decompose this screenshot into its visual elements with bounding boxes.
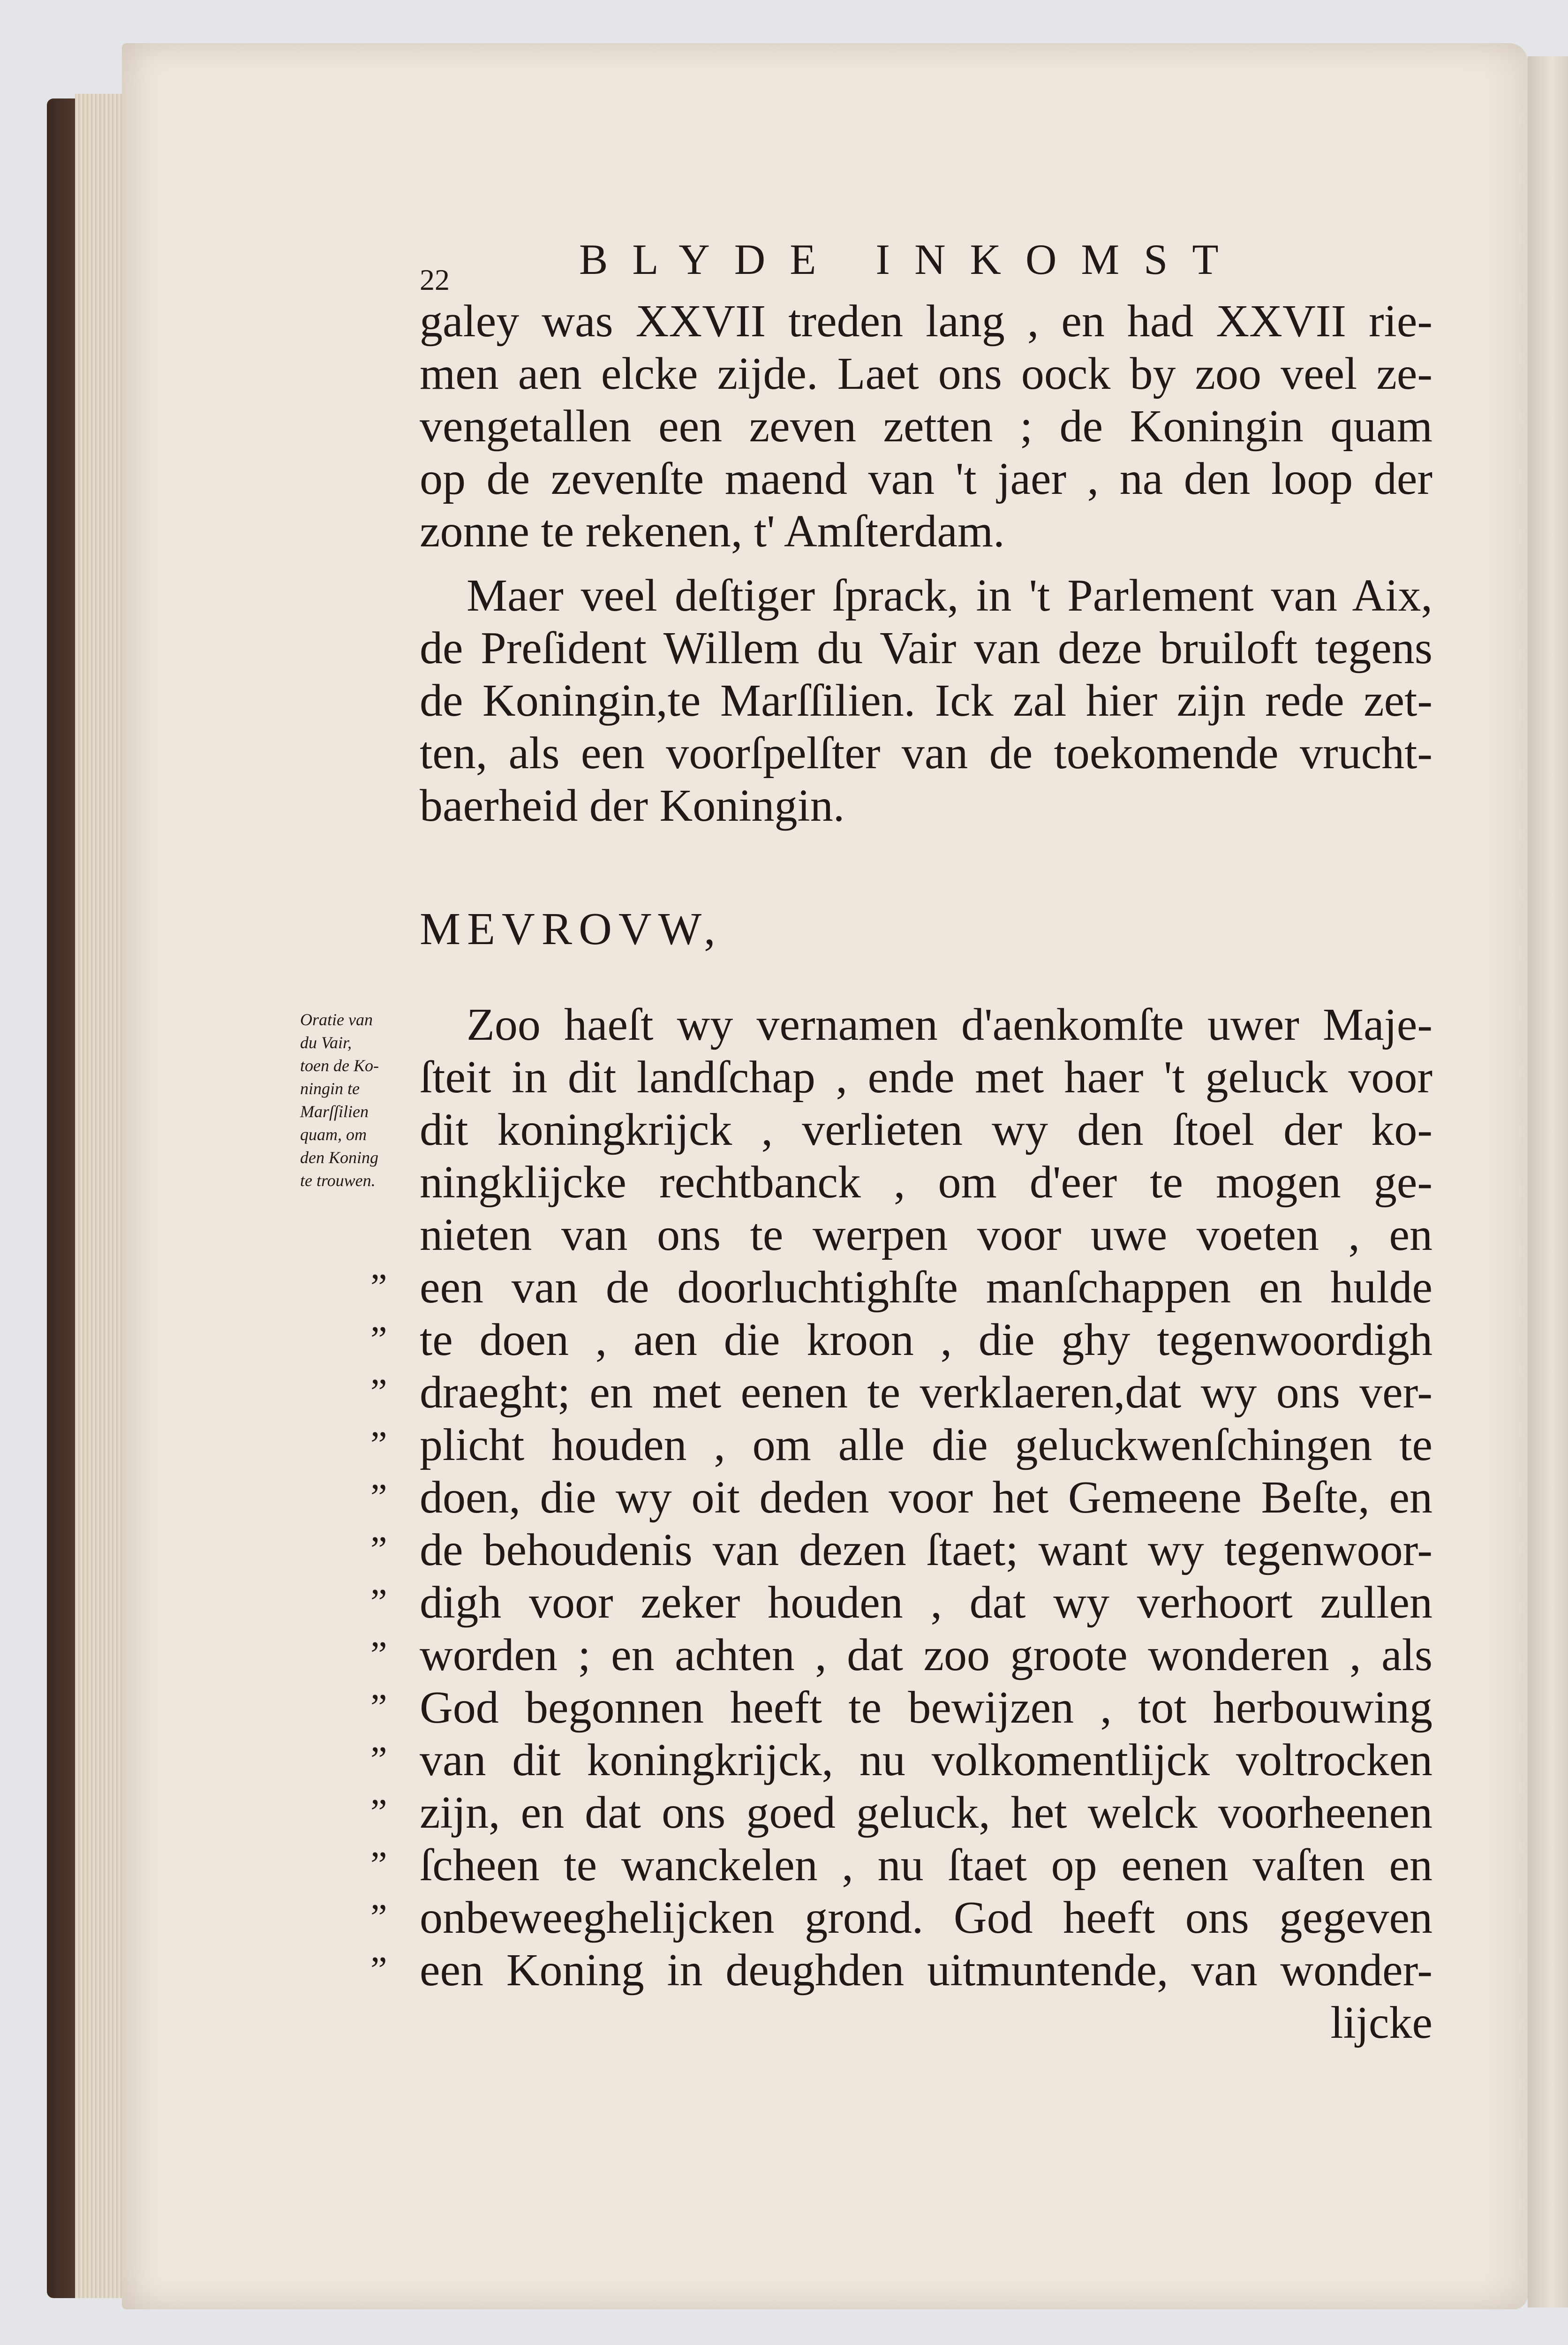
text-line: Maer veel deſtiger ſprack, in 't Parlement van Aix, xyxy=(467,570,1432,621)
quote-mark: ” xyxy=(370,1687,387,1728)
running-head xyxy=(420,234,1432,296)
text-line: galey was XXVII treden lang , en had XXVII rie- xyxy=(420,296,1432,347)
margin-note-line: ningin te xyxy=(300,1079,360,1098)
text-line: nieten van ons te werpen voor uwe voeten , en xyxy=(420,1210,1432,1260)
margin-note-line: te trouwen. xyxy=(300,1171,376,1190)
text-line: God begonnen heeft te bewijzen , tot herbouwing xyxy=(420,1682,1432,1733)
margin-note-line: toen de Ko- xyxy=(300,1056,379,1075)
quote-mark: ” xyxy=(370,1792,387,1833)
margin-note-line: Marſſilien xyxy=(300,1102,369,1121)
text-line: de behoudenis van dezen ſtaet; want wy tegenwoor- xyxy=(420,1525,1432,1575)
text-line: op de zevenſte maend van 't jaer , na den loop der xyxy=(420,454,1432,504)
quote-mark: ” xyxy=(370,1897,387,1938)
quote-mark: ” xyxy=(370,1582,387,1623)
text-line: van dit koningkrijck, nu volkomentlijck voltrocken xyxy=(420,1735,1432,1785)
margin-note-line: du Vair, xyxy=(300,1033,352,1052)
quote-mark: ” xyxy=(370,1319,387,1361)
text-line: plicht houden , om alle die geluckwenſchingen te xyxy=(420,1420,1432,1470)
quote-mark: ” xyxy=(370,1634,387,1676)
facing-page-edge xyxy=(1528,56,1568,2307)
margin-note-line: Oratie van xyxy=(300,1010,373,1029)
text-line: ſteit in dit landſchap , ende met haer 't geluck voor xyxy=(420,1052,1432,1103)
text-line: doen, die wy oit deden voor het Gemeene Beſte, en xyxy=(420,1472,1432,1523)
text-line: dit koningkrijck , verlieten wy den ſtoel der ko- xyxy=(420,1104,1432,1155)
text-line: ſcheen te wanckelen , nu ſtaet op eenen vaſten en xyxy=(420,1840,1432,1891)
text-line: de Preſident Willem du Vair van deze bruiloft tegens xyxy=(420,623,1432,673)
quote-mark: ” xyxy=(370,1477,387,1518)
text-line: te doen , aen die kroon , die ghy tegenwoordigh xyxy=(420,1315,1432,1365)
text-line: baerheid der Koningin. xyxy=(420,780,845,831)
text-line: Zoo haeſt wy vernamen d'aenkomſte uwer Maje- xyxy=(467,999,1432,1050)
margin-note-line: quam, om xyxy=(300,1125,367,1144)
margin-note xyxy=(300,1008,417,1192)
running-title: BLYDE INKOMST xyxy=(579,235,1243,283)
quote-mark: ” xyxy=(370,1267,387,1308)
text-line: vengetallen een zeven zetten ; de Koningin quam xyxy=(420,401,1432,452)
catchword: lijcke xyxy=(1330,1997,1432,2048)
quote-mark: ” xyxy=(370,1845,387,1886)
text-line: digh voor zeker houden , dat wy verhoort zullen xyxy=(420,1577,1432,1628)
text-line: zijn, en dat ons goed geluck, het welck voorheenen xyxy=(420,1787,1432,1838)
quote-mark: ” xyxy=(370,1740,387,1781)
text-line: draeght; en met eenen te verklaeren,dat wy ons ver- xyxy=(420,1367,1432,1418)
text-line: een van de doorluchtighſte manſchappen en hulde xyxy=(420,1262,1432,1313)
page-number: 22 xyxy=(420,263,450,296)
text-line: ten, als een voorſpelſter van de toekomende vrucht- xyxy=(420,728,1432,779)
margin-note-line: den Koning xyxy=(300,1148,378,1167)
text-line: men aen elcke zijde. Laet ons oock by zoo veel ze- xyxy=(420,348,1432,399)
quote-mark: ” xyxy=(370,1424,387,1466)
text-line: zonne te rekenen, t' Amſterdam. xyxy=(420,506,1005,557)
quote-mark: ” xyxy=(370,1529,387,1571)
text-line: onbeweeghelijcken grond. God heeft ons gegeven xyxy=(420,1892,1432,1943)
text-line: een Koning in deughden uitmuntende, van wonder- xyxy=(420,1945,1432,1996)
quote-mark: ” xyxy=(370,1372,387,1413)
text-line: worden ; en achten , dat zoo groote wonderen , als xyxy=(420,1630,1432,1680)
text-line: de Koningin,te Marſſilien. Ick zal hier zijn rede zet- xyxy=(420,675,1432,726)
salutation: MEVROVW, xyxy=(420,904,722,954)
text-line: ningklijcke rechtbanck , om d'eer te mogen ge- xyxy=(420,1157,1432,1208)
quote-mark: ” xyxy=(370,1950,387,1991)
